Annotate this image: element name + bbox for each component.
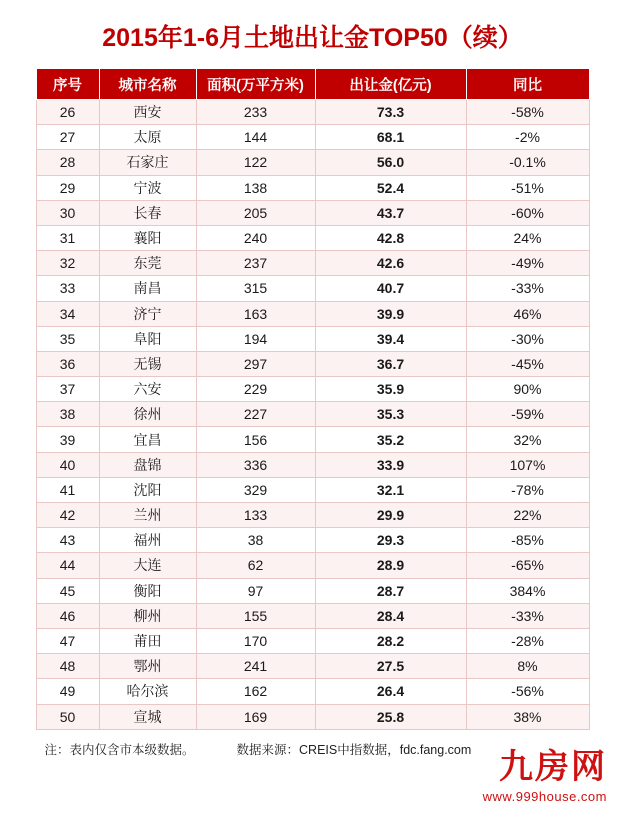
cell-amount: 28.2 <box>315 628 466 653</box>
cell-amount: 42.6 <box>315 251 466 276</box>
cell-city: 鄂州 <box>99 654 196 679</box>
cell-amount: 39.4 <box>315 326 466 351</box>
cell-city: 兰州 <box>99 503 196 528</box>
column-header-yoy: 同比 <box>466 69 589 100</box>
cell-city: 大连 <box>99 553 196 578</box>
cell-city: 石家庄 <box>99 150 196 175</box>
cell-rank: 41 <box>36 477 99 502</box>
cell-rank: 37 <box>36 377 99 402</box>
table-row <box>36 301 589 326</box>
cell-city: 宣城 <box>99 704 196 729</box>
footnote-note: 注：表内仅含市本级数据。 <box>44 742 195 757</box>
cell-rank: 28 <box>36 150 99 175</box>
cell-yoy: -78% <box>466 477 589 502</box>
table-row <box>36 528 589 553</box>
cell-amount: 43.7 <box>315 200 466 225</box>
table-header-row <box>36 69 589 100</box>
cell-city: 衡阳 <box>99 578 196 603</box>
cell-rank: 36 <box>36 351 99 376</box>
cell-amount: 33.9 <box>315 452 466 477</box>
cell-rank: 45 <box>36 578 99 603</box>
cell-area: 144 <box>196 125 315 150</box>
table-row <box>36 704 589 729</box>
land-transfer-ranking-table <box>36 68 590 730</box>
cell-amount: 27.5 <box>315 654 466 679</box>
table-header <box>36 69 589 100</box>
cell-yoy: 107% <box>466 452 589 477</box>
cell-amount: 56.0 <box>315 150 466 175</box>
cell-city: 南昌 <box>99 276 196 301</box>
cell-area: 194 <box>196 326 315 351</box>
cell-amount: 42.8 <box>315 225 466 250</box>
cell-rank: 27 <box>36 125 99 150</box>
cell-rank: 34 <box>36 301 99 326</box>
cell-amount: 25.8 <box>315 704 466 729</box>
column-header-city: 城市名称 <box>99 69 196 100</box>
cell-rank: 40 <box>36 452 99 477</box>
cell-rank: 43 <box>36 528 99 553</box>
cell-yoy: -65% <box>466 553 589 578</box>
table-row <box>36 377 589 402</box>
cell-yoy: -60% <box>466 200 589 225</box>
cell-area: 227 <box>196 402 315 427</box>
table-row <box>36 477 589 502</box>
brand-name: 九房网 <box>499 748 607 786</box>
cell-rank: 29 <box>36 175 99 200</box>
table-row <box>36 326 589 351</box>
cell-city: 太原 <box>99 125 196 150</box>
cell-area: 169 <box>196 704 315 729</box>
cell-amount: 26.4 <box>315 679 466 704</box>
cell-area: 133 <box>196 503 315 528</box>
brand-watermark <box>483 750 607 804</box>
table-row <box>36 225 589 250</box>
cell-rank: 39 <box>36 427 99 452</box>
table-row <box>36 125 589 150</box>
cell-area: 205 <box>196 200 315 225</box>
cell-amount: 29.3 <box>315 528 466 553</box>
cell-amount: 32.1 <box>315 477 466 502</box>
cell-rank: 32 <box>36 251 99 276</box>
cell-city: 盘锦 <box>99 452 196 477</box>
cell-city: 徐州 <box>99 402 196 427</box>
cell-yoy: 24% <box>466 225 589 250</box>
cell-amount: 52.4 <box>315 175 466 200</box>
cell-rank: 30 <box>36 200 99 225</box>
cell-yoy: 22% <box>466 503 589 528</box>
table-row <box>36 654 589 679</box>
cell-city: 莆田 <box>99 628 196 653</box>
cell-rank: 38 <box>36 402 99 427</box>
table-row <box>36 100 589 125</box>
cell-city: 宁波 <box>99 175 196 200</box>
cell-area: 233 <box>196 100 315 125</box>
page-title: 2015年1-6月土地出让金TOP50（续） <box>102 24 523 52</box>
cell-yoy: 8% <box>466 654 589 679</box>
cell-city: 六安 <box>99 377 196 402</box>
cell-area: 163 <box>196 301 315 326</box>
cell-area: 62 <box>196 553 315 578</box>
column-header-area: 面积(万平方米) <box>196 69 315 100</box>
cell-yoy: -51% <box>466 175 589 200</box>
column-header-amount: 出让金(亿元) <box>315 69 466 100</box>
table-row <box>36 200 589 225</box>
cell-area: 97 <box>196 578 315 603</box>
table-row <box>36 578 589 603</box>
table-row <box>36 553 589 578</box>
cell-rank: 31 <box>36 225 99 250</box>
cell-yoy: -28% <box>466 628 589 653</box>
cell-area: 122 <box>196 150 315 175</box>
cell-amount: 39.9 <box>315 301 466 326</box>
cell-yoy: -33% <box>466 276 589 301</box>
cell-yoy: -0.1% <box>466 150 589 175</box>
cell-yoy: -33% <box>466 603 589 628</box>
cell-amount: 29.9 <box>315 503 466 528</box>
cell-area: 329 <box>196 477 315 502</box>
cell-city: 宜昌 <box>99 427 196 452</box>
cell-rank: 35 <box>36 326 99 351</box>
cell-yoy: -30% <box>466 326 589 351</box>
cell-area: 138 <box>196 175 315 200</box>
footnote-source: 数据来源：CREIS中指数据，fdc.fang.com <box>236 742 472 757</box>
cell-amount: 68.1 <box>315 125 466 150</box>
cell-yoy: 38% <box>466 704 589 729</box>
cell-city: 哈尔滨 <box>99 679 196 704</box>
cell-city: 襄阳 <box>99 225 196 250</box>
cell-area: 170 <box>196 628 315 653</box>
cell-city: 长春 <box>99 200 196 225</box>
table-row <box>36 452 589 477</box>
table-row <box>36 402 589 427</box>
cell-area: 336 <box>196 452 315 477</box>
cell-city: 沈阳 <box>99 477 196 502</box>
table-body <box>36 100 589 730</box>
cell-amount: 40.7 <box>315 276 466 301</box>
cell-rank: 48 <box>36 654 99 679</box>
column-header-rank: 序号 <box>36 69 99 100</box>
cell-area: 241 <box>196 654 315 679</box>
cell-area: 156 <box>196 427 315 452</box>
cell-rank: 42 <box>36 503 99 528</box>
cell-city: 济宁 <box>99 301 196 326</box>
table-row <box>36 251 589 276</box>
table-row <box>36 628 589 653</box>
cell-area: 297 <box>196 351 315 376</box>
cell-yoy: 46% <box>466 301 589 326</box>
cell-area: 38 <box>196 528 315 553</box>
cell-amount: 28.7 <box>315 578 466 603</box>
cell-rank: 44 <box>36 553 99 578</box>
cell-amount: 35.2 <box>315 427 466 452</box>
cell-area: 315 <box>196 276 315 301</box>
cell-city: 无锡 <box>99 351 196 376</box>
table-row <box>36 503 589 528</box>
cell-city: 西安 <box>99 100 196 125</box>
cell-yoy: -58% <box>466 100 589 125</box>
table-row <box>36 175 589 200</box>
cell-amount: 35.9 <box>315 377 466 402</box>
cell-amount: 35.3 <box>315 402 466 427</box>
cell-rank: 49 <box>36 679 99 704</box>
cell-yoy: 90% <box>466 377 589 402</box>
cell-rank: 46 <box>36 603 99 628</box>
cell-area: 162 <box>196 679 315 704</box>
cell-rank: 33 <box>36 276 99 301</box>
cell-rank: 50 <box>36 704 99 729</box>
table-row <box>36 150 589 175</box>
cell-yoy: -49% <box>466 251 589 276</box>
table-row <box>36 427 589 452</box>
cell-amount: 28.4 <box>315 603 466 628</box>
cell-yoy: -85% <box>466 528 589 553</box>
cell-yoy: -45% <box>466 351 589 376</box>
table-row <box>36 276 589 301</box>
brand-url: www.999house.com <box>482 789 607 804</box>
cell-city: 阜阳 <box>99 326 196 351</box>
cell-rank: 26 <box>36 100 99 125</box>
cell-yoy: -59% <box>466 402 589 427</box>
cell-city: 福州 <box>99 528 196 553</box>
cell-area: 155 <box>196 603 315 628</box>
cell-area: 240 <box>196 225 315 250</box>
cell-yoy: 384% <box>466 578 589 603</box>
cell-city: 柳州 <box>99 603 196 628</box>
cell-area: 229 <box>196 377 315 402</box>
cell-yoy: -2% <box>466 125 589 150</box>
cell-rank: 47 <box>36 628 99 653</box>
cell-yoy: 32% <box>466 427 589 452</box>
cell-yoy: -56% <box>466 679 589 704</box>
table-row <box>36 679 589 704</box>
table-row <box>36 603 589 628</box>
cell-amount: 73.3 <box>315 100 466 125</box>
cell-amount: 36.7 <box>315 351 466 376</box>
cell-city: 东莞 <box>99 251 196 276</box>
cell-amount: 28.9 <box>315 553 466 578</box>
table-row <box>36 351 589 376</box>
cell-area: 237 <box>196 251 315 276</box>
